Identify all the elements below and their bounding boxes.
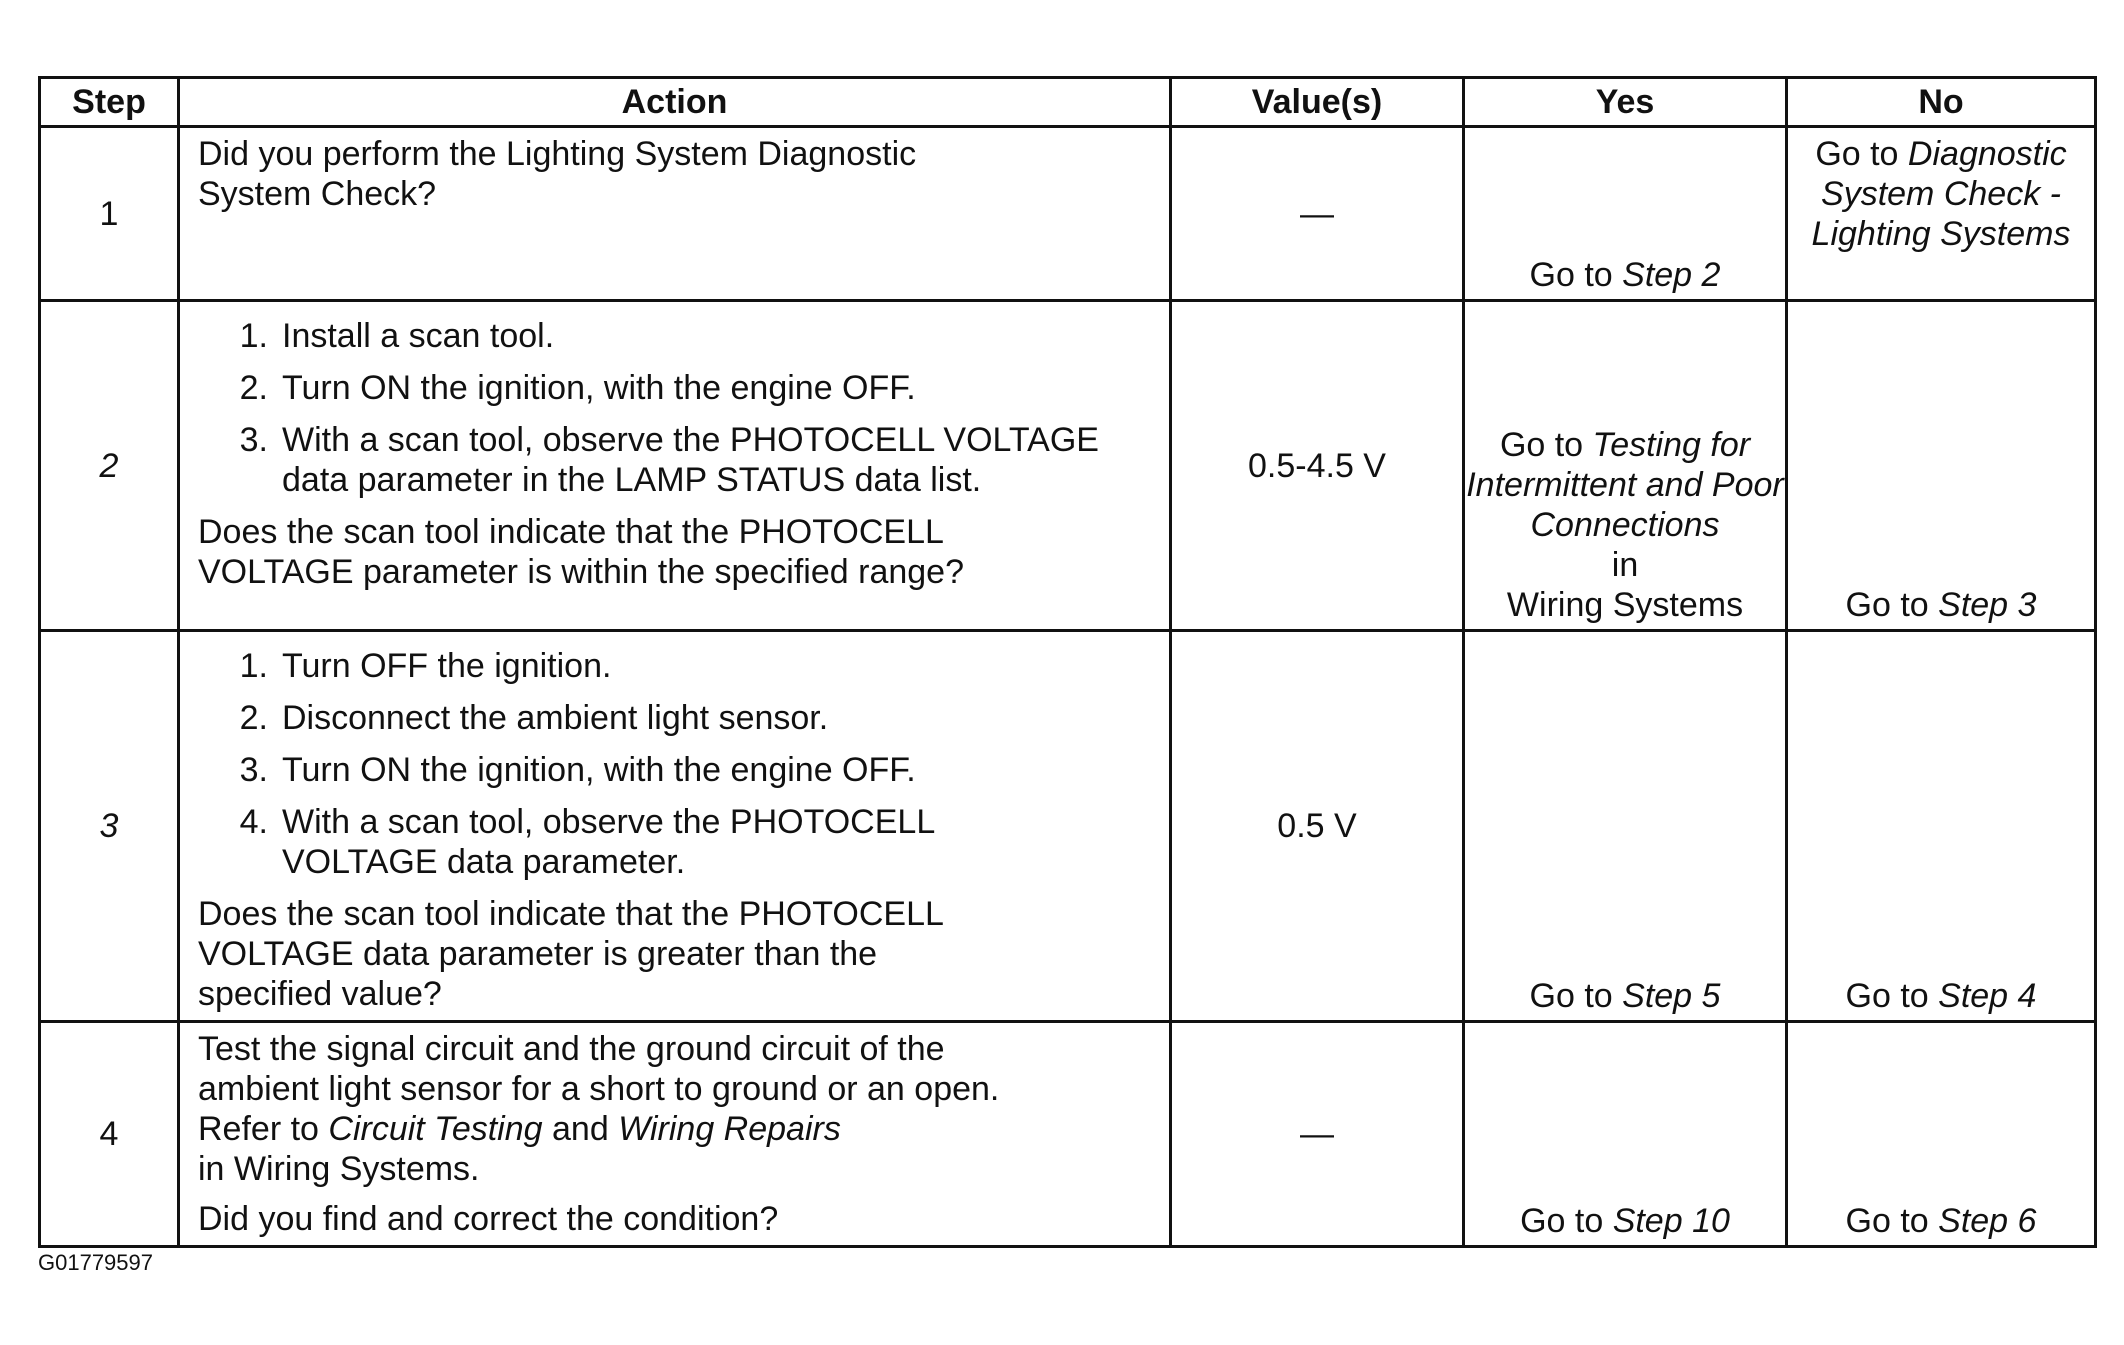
question-text: Does the scan tool indicate that the PHOTOCELL VOLTAGE data parameter is greater than the specified value? [198,895,943,1013]
no-goto [1788,585,2094,625]
step-number: 1 [40,127,179,301]
header-yes: Yes [1464,78,1787,127]
substep-number: 4. [239,803,268,841]
goto-suffix: Wiring Systems [1506,586,1744,624]
list-item [198,316,1151,356]
diagnostic-check-link[interactable]: Diagnostic System Check - Lighting Systems [1811,135,2071,253]
question-text: Did you find and correct the condition? [198,1200,779,1238]
substep-number: 1. [239,647,268,685]
table-row [40,127,2096,301]
diagnostic-table [38,76,2097,1248]
no-goto [1788,976,2094,1016]
substep-list [198,316,1151,500]
goto-prefix: Go to [1529,977,1623,1015]
step-number: 4 [40,1022,179,1247]
yes-cell [1464,127,1787,301]
yes-cell [1464,301,1787,631]
yes-goto [1465,1201,1785,1241]
substep-text: Turn ON the ignition, with the engine OFF. [282,369,916,407]
no-goto [1788,1201,2094,1241]
table-row [40,1022,2096,1247]
yes-goto [1465,425,1785,625]
substep-number: 2. [239,699,268,737]
no-cell [1787,127,2096,301]
step-number: 2 [40,301,179,631]
list-item [198,646,1151,686]
step-link[interactable]: Step 10 [1612,1202,1730,1240]
header-no: No [1787,78,2096,127]
substep-number: 1. [239,317,268,355]
action-text [198,1029,1068,1149]
value-cell: — [1171,1022,1464,1247]
circuit-testing-link[interactable]: Circuit Testing [328,1110,543,1148]
yes-cell [1464,1022,1787,1247]
substep-list [198,646,1151,882]
step-link[interactable]: Step 4 [1938,977,2037,1015]
substep-text: Turn ON the ignition, with the engine OFF. [282,751,916,789]
action-text: in Wiring Systems. [198,1150,480,1188]
substep-number: 3. [239,751,268,789]
list-item [198,750,1151,790]
step-link[interactable]: Step 6 [1938,1202,2037,1240]
goto-prefix: Go to [1529,256,1623,294]
substep-text: Install a scan tool. [282,317,555,355]
question-text: Does the scan tool indicate that the PHOTOCELL VOLTAGE parameter is within the specified range? [198,513,964,591]
value-cell: 0.5 V [1171,631,1464,1022]
action-text-part: Test the signal circuit and the ground circuit of the ambient light sensor for a short to ground or an open. Refer to [198,1030,1000,1148]
step-link[interactable]: Step 3 [1938,586,2037,624]
step-link[interactable]: Step 5 [1622,977,1721,1015]
list-item [198,368,1151,408]
header-values: Value(s) [1171,78,1464,127]
step-number: 3 [40,631,179,1022]
step-link[interactable]: Step 2 [1622,256,1721,294]
no-cell [1787,1022,2096,1247]
substep-number: 3. [239,421,268,459]
action-cell [179,301,1171,631]
action-text-part: and [542,1110,619,1148]
value-cell: — [1171,127,1464,301]
list-item [198,802,1151,882]
no-goto [1788,134,2094,254]
action-cell [179,1022,1171,1247]
substep-text: With a scan tool, observe the PHOTOCELL VOLTAGE data parameter in the LAMP STATUS data list. [282,421,1099,499]
goto-prefix: Go to [1499,426,1593,464]
goto-prefix: Go to [1845,1202,1939,1240]
list-item [198,420,1151,500]
substep-text: Disconnect the ambient light sensor. [282,699,829,737]
list-item [198,698,1151,738]
no-cell [1787,301,2096,631]
goto-suffix: in [1611,546,1639,584]
header-action: Action [179,78,1171,127]
table-row [40,301,2096,631]
yes-cell [1464,631,1787,1022]
goto-prefix: Go to [1520,1202,1613,1240]
yes-goto [1465,255,1785,295]
no-cell [1787,631,2096,1022]
goto-prefix: Go to [1845,586,1939,624]
value-cell: 0.5-4.5 V [1171,301,1464,631]
testing-link[interactable]: Testing for Intermittent and Poor Connections [1466,426,1784,544]
header-step: Step [40,78,179,127]
header-row [40,78,2096,127]
goto-prefix: Go to [1815,135,1908,173]
action-cell [179,127,1171,301]
table-row [40,631,2096,1022]
action-cell [179,631,1171,1022]
goto-prefix: Go to [1845,977,1939,1015]
action-text: System Check? [198,175,437,213]
substep-number: 2. [239,369,268,407]
substep-text: Turn OFF the ignition. [282,647,612,685]
yes-goto [1465,976,1785,1016]
figure-code: G01779597 [38,1250,153,1275]
substep-text: With a scan tool, observe the PHOTOCELL VOLTAGE data parameter. [282,803,934,881]
wiring-repairs-link[interactable]: Wiring Repairs [618,1110,841,1148]
action-text: Did you perform the Lighting System Diagnostic [198,135,917,173]
